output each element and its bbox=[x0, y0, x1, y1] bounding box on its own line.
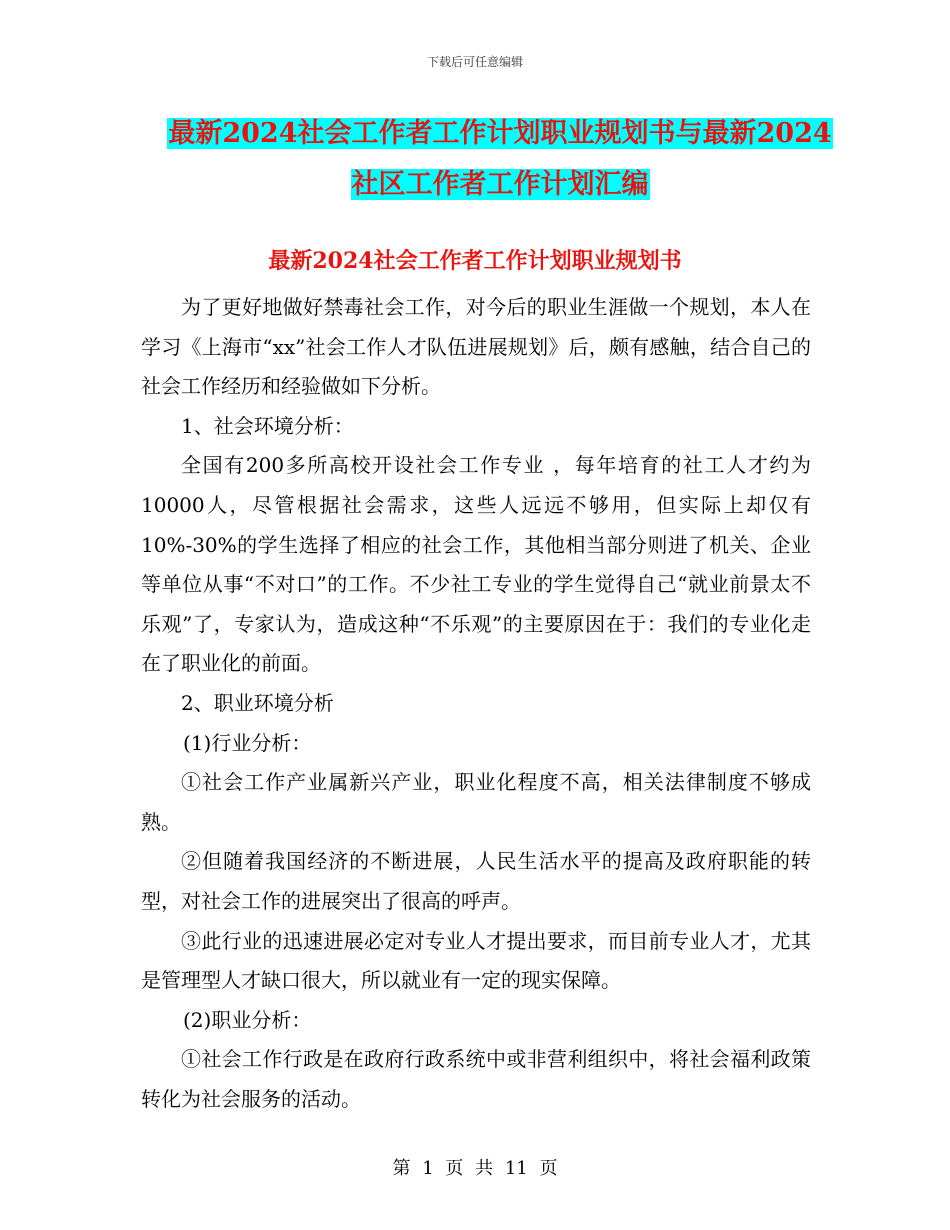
main-title-line2: 社区工作者工作计划汇编 bbox=[351, 169, 649, 200]
list-item-industry-2: ②但随着我国经济的不断进展，人民生活水平的提高及政府职能的转型，对社会工作的进展突出了很高的呼声。 bbox=[141, 849, 811, 913]
document-body bbox=[141, 288, 811, 1119]
list-item-occupation-1: ①社会工作行政是在政府行政系统中或非营利组织中，将社会福利政策转化为社会服务的活动。 bbox=[141, 1047, 811, 1111]
main-title-line1: 最新2024社会工作者工作计划职业规划书与最新2024 bbox=[168, 118, 832, 149]
main-title bbox=[140, 108, 860, 210]
list-item-industry-3: ③此行业的迅速进展必定对专业人才提出要求，而目前专业人才，尤其是管理型人才缺口很大，所以就业有一定的现实保障。 bbox=[141, 928, 811, 993]
header-note: 下载后可任意编辑 bbox=[426, 55, 523, 69]
heading-career-environment: 2、职业环境分析 bbox=[181, 690, 334, 715]
page-number: 第 1 页 共 11 页 bbox=[392, 1158, 558, 1179]
paragraph-social-environment: 全国有200多所高校开设社会工作专业 ，每年培育的社工人才约为10000人，尽管根据社会需求，这些人远远不够用，但实际上却仅有10%-30%的学生选择了相应的社会工作，其他相当部分则进了机关、企业等单位从事“不对口”的工作。不少社工专业的学生觉得自己“就业前景太不乐观”了，专家认为，造成这种“不乐观”的主要原因在于：我们的专业化走在了职业化的前面。 bbox=[141, 453, 811, 676]
section-title: 最新2024社会工作者工作计划职业规划书 bbox=[268, 248, 682, 274]
list-item-industry-1: ①社会工作产业属新兴产业，职业化程度不高，相关法律制度不够成熟。 bbox=[141, 770, 811, 834]
heading-occupation-analysis: (2)职业分析： bbox=[183, 1007, 312, 1032]
heading-social-environment: 1、社会环境分析： bbox=[181, 413, 354, 438]
heading-industry-analysis: (1)行业分析： bbox=[183, 730, 312, 755]
paragraph-intro: 为了更好地做好禁毒社会工作，对今后的职业生涯做一个规划，本人在学习《上海市“xx”社会工作人才队伍进展规划》后，颇有感触，结合自己的社会工作经历和经验做如下分析。 bbox=[141, 295, 811, 399]
